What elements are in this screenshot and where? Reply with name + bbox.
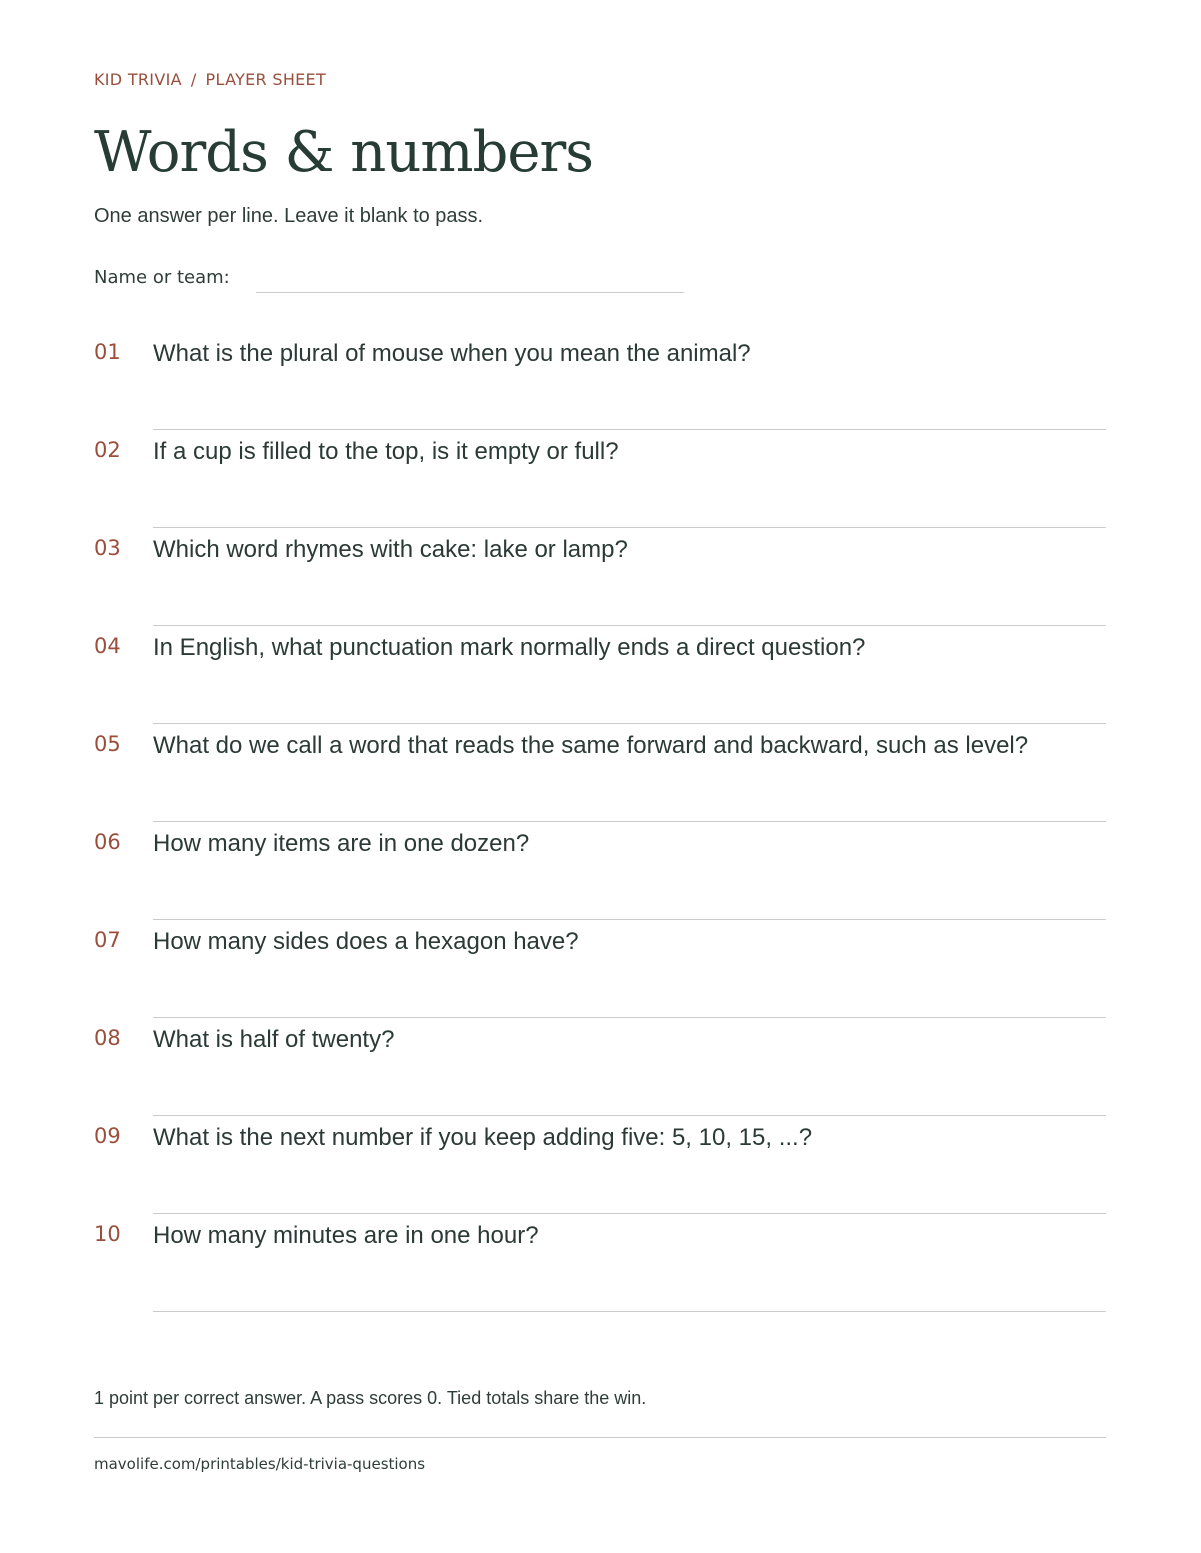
question-item	[94, 732, 1106, 830]
footer-url: mavolife.com/printables/kid-trivia-questions	[94, 1455, 426, 1473]
question-number: 06	[94, 830, 121, 854]
question-text: How many minutes are in one hour?	[153, 1222, 539, 1249]
question-item	[94, 1222, 1106, 1320]
answer-line[interactable]	[153, 919, 1106, 920]
question-text: What is half of twenty?	[153, 1026, 395, 1053]
answer-line[interactable]	[153, 821, 1106, 822]
question-number: 10	[94, 1222, 121, 1246]
question-number: 07	[94, 928, 121, 952]
question-item	[94, 438, 1106, 536]
answer-line[interactable]	[153, 1115, 1106, 1116]
breadcrumb-separator: /	[190, 70, 197, 89]
name-row	[94, 267, 694, 295]
question-number: 04	[94, 634, 121, 658]
breadcrumb	[94, 70, 326, 89]
question-item	[94, 634, 1106, 732]
breadcrumb-page: PLAYER SHEET	[205, 70, 327, 89]
question-text: What do we call a word that reads the same forward and backward, such as level?	[153, 732, 1029, 759]
question-text: How many items are in one dozen?	[153, 830, 530, 857]
page-title: Words & numbers	[94, 120, 594, 185]
breadcrumb-section: KID TRIVIA	[94, 70, 182, 89]
player-sheet	[94, 0, 1106, 1553]
scoring-note: 1 point per correct answer. A pass scores 0. Tied totals share the win.	[94, 1388, 647, 1408]
question-number: 01	[94, 340, 121, 364]
answer-line[interactable]	[153, 527, 1106, 528]
question-text: What is the next number if you keep adding five: 5, 10, 15, ...?	[153, 1124, 813, 1151]
question-item	[94, 1026, 1106, 1124]
question-item	[94, 340, 1106, 438]
answer-line[interactable]	[153, 625, 1106, 626]
question-number: 03	[94, 536, 121, 560]
question-list	[94, 340, 1106, 1320]
question-number: 09	[94, 1124, 121, 1148]
question-text: What is the plural of mouse when you mean the animal?	[153, 340, 751, 367]
question-item	[94, 928, 1106, 1026]
name-label: Name or team:	[94, 267, 230, 288]
answer-line[interactable]	[153, 1213, 1106, 1214]
question-number: 08	[94, 1026, 121, 1050]
question-number: 02	[94, 438, 121, 462]
question-text: If a cup is filled to the top, is it empty or full?	[153, 438, 619, 465]
question-text: Which word rhymes with cake: lake or lamp?	[153, 536, 628, 563]
answer-line[interactable]	[153, 429, 1106, 430]
question-item	[94, 1124, 1106, 1222]
question-text: In English, what punctuation mark normally ends a direct question?	[153, 634, 866, 661]
name-answer-line[interactable]	[256, 292, 684, 293]
instructions: One answer per line. Leave it blank to pass.	[94, 205, 484, 227]
question-text: How many sides does a hexagon have?	[153, 928, 579, 955]
answer-line[interactable]	[153, 1311, 1106, 1312]
answer-line[interactable]	[153, 723, 1106, 724]
question-item	[94, 536, 1106, 634]
question-item	[94, 830, 1106, 928]
answer-line[interactable]	[153, 1017, 1106, 1018]
footer-divider	[94, 1437, 1106, 1438]
question-number: 05	[94, 732, 121, 756]
